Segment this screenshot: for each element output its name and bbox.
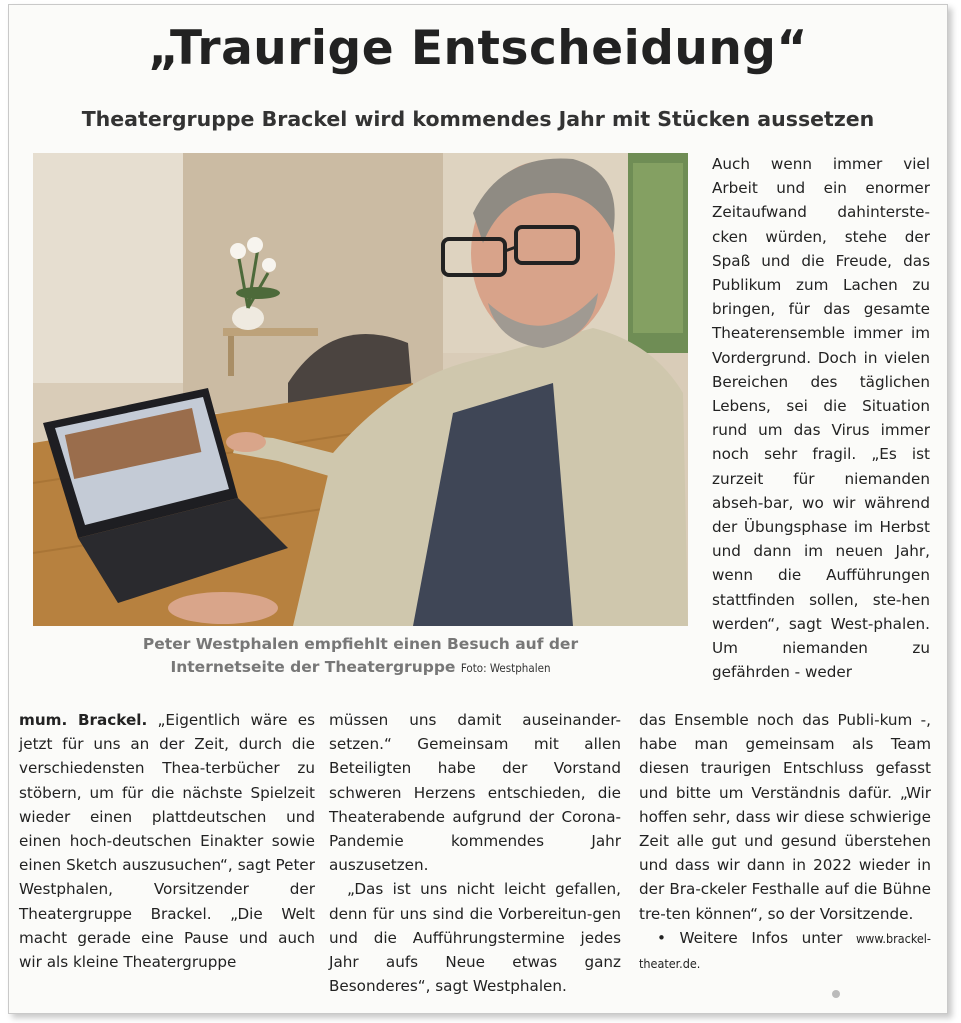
column-2-paragraph-2: „Das ist uns nicht leicht gefallen, denn für uns sind die Vorbereitun-gen und die Aufführungstermine jedes Jahr aufs Neue etwas ganz Besonderes“, sagt Westphalen. <box>329 880 621 996</box>
column-1 <box>19 708 315 974</box>
caption-line-2-text: Internetseite der Theatergruppe <box>170 658 456 676</box>
column-1-paragraph <box>19 708 315 974</box>
photo-illustration <box>33 153 688 626</box>
right-column-top <box>712 152 930 684</box>
column-3 <box>639 708 931 976</box>
caption-line-1: Peter Westphalen empfiehlt einen Besuch auf der <box>142 635 579 653</box>
print-speck <box>832 990 840 998</box>
photo-credit: Foto: Westphalen <box>460 661 551 675</box>
website-link[interactable]: www.brackel-theater.de. <box>639 930 931 972</box>
caption-line-2 <box>33 656 688 680</box>
column-2 <box>329 708 621 998</box>
dateline: mum. Brackel. <box>19 711 148 729</box>
right-column-top-text: Auch wenn immer viel Arbeit und ein enormer Zeitaufwand dahinterste-cken würden, stehe der Spaß und die Freude, das Publikum zum Lachen zu bringen, für das gesamte Theaterensemble immer im Vordergrund. Doch in vielen Bereichen des täglichen Lebens, sei die Situation rund um das Virus immer noch sehr fragil. „Es ist zurzeit für niemanden abseh-bar, wo wir während der Übungsphase im Herbst und dann im neuen Jahr, wenn die Aufführungen stattfinden sollen, ste-hen werden“, sagt West-phalen. Um niemanden zu gefährden - weder <box>712 155 930 682</box>
subheadline: Theatergruppe Brackel wird kommendes Jahr mit Stücken aussetzen <box>81 107 875 131</box>
newspaper-clipping <box>8 4 948 1014</box>
article-photo <box>33 153 688 626</box>
headline: „Traurige Entscheidung“ <box>148 21 808 76</box>
photo-caption <box>33 633 688 680</box>
column-3-text: das Ensemble noch das Publi-kum -, habe man gemeinsam als Team diesen traurigen Entschluss gefasst und bitte um Verständnis dafür. „Wir hoffen sehr, dass wir diese schwierige Zeit alle gut und gesund überstehen und dass wir dann in 2022 wieder in der Bra-ckeler Festhalle auf die Bühne tre-ten können“, so der Vorsitzende. <box>639 711 931 923</box>
column-2-paragraph-1: müssen uns damit auseinander-setzen.“ Gemeinsam mit allen Beteiligten habe der Vorstand schweren Herzens entschieden, die Theaterabende aufgrund der Corona-Pandemie kommendes Jahr auszusetzen. <box>329 711 621 875</box>
info-prefix: • Weitere Infos unter <box>657 928 843 947</box>
column-1-text: „Eigentlich wäre es jetzt für uns an der Zeit, durch die verschiedensten Thea-terbücher zu stöbern, um für die nächste Spielzeit wieder einen plattdeutschen und einen hoch-deutschen Einakter sowie einen Sketch auszusuchen“, sagt Peter Westphalen, Vorsitzender der Theatergruppe Brackel. „Die Welt macht gerade eine Pause und auch wir als kleine Theatergruppe <box>19 711 316 972</box>
info-line <box>639 926 931 976</box>
